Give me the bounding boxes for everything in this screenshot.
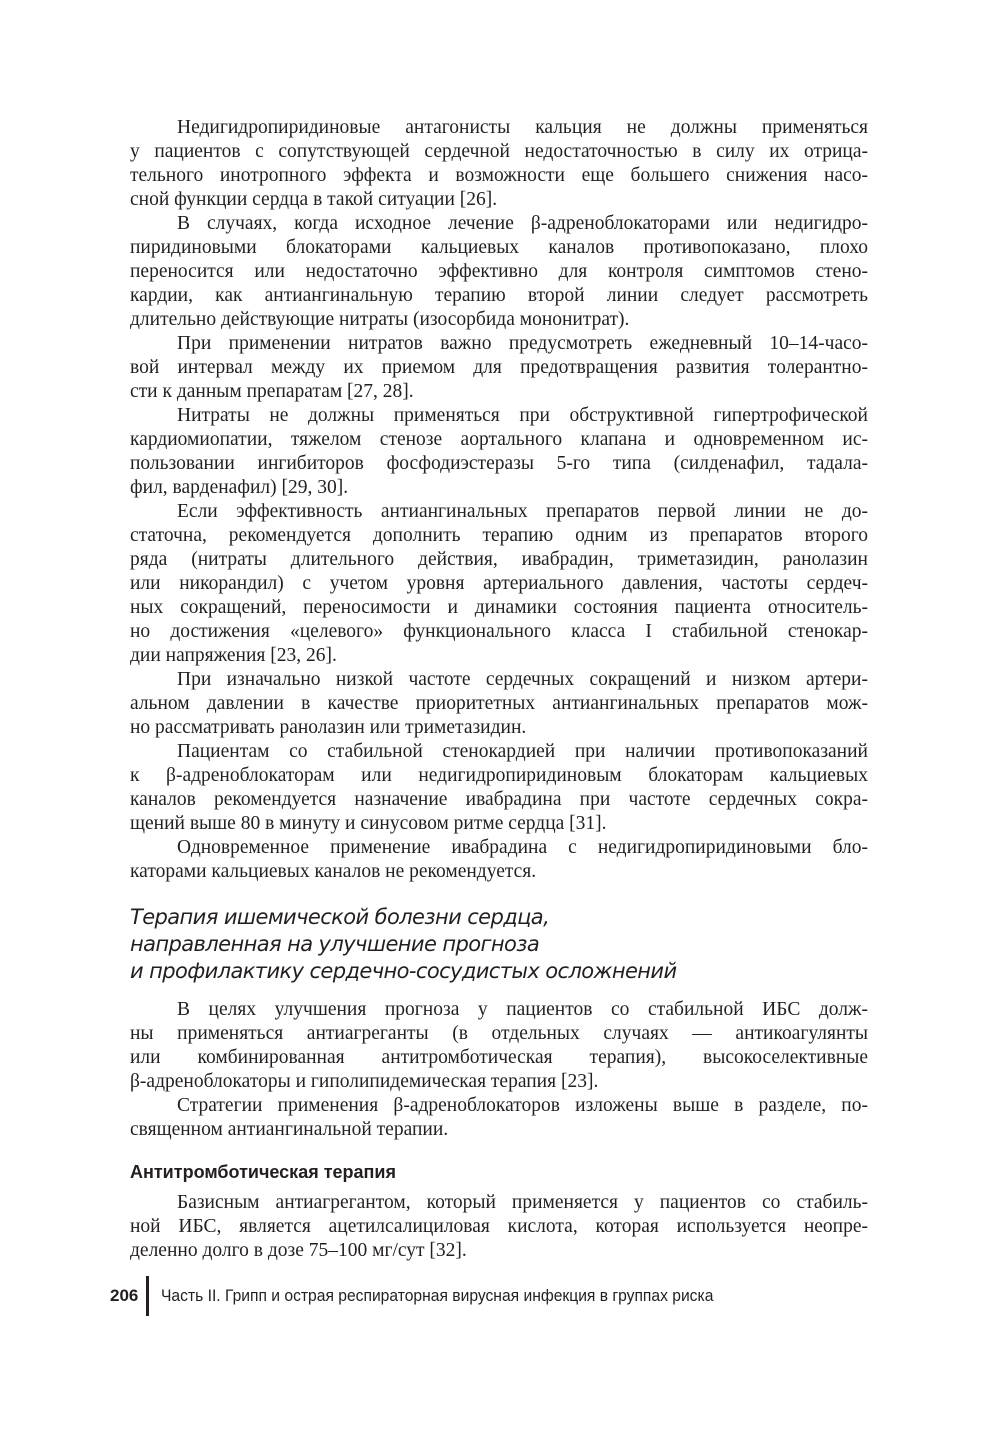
heading-line: направленная на улучшение прогноза [130, 932, 540, 956]
page-footer [110, 1276, 761, 1316]
text-line: Базисным антиагрегантом, который применяется у пациентов со стабиль- [177, 1192, 868, 1213]
text-line: ны применяться антиагреганты (в отдельных случаях — антикоагулянты [130, 1023, 868, 1044]
text-line: или никорандил) с учетом уровня артериального давления, частоты сердеч- [130, 573, 868, 594]
paragraph [130, 404, 868, 500]
text-line: щений выше 80 в минуту и синусовом ритме сердца [31]. [130, 813, 607, 834]
subsection-heading: Антитромботическая терапия [130, 1162, 396, 1182]
text-line: пиридиновыми блокаторами кальциевых каналов противопоказано, плохо [130, 237, 868, 258]
text-line: β-адреноблокаторы и гиполипидемическая терапия [23]. [130, 1071, 599, 1092]
running-title: Часть II. Грипп и острая респираторная вирусная инфекция в группах риска [161, 1286, 714, 1305]
text-line: кардии, как антиангинальную терапию второй линии следует рассмотреть [130, 285, 868, 306]
text-line: альном давлении в качестве приоритетных антиангинальных препаратов мож- [130, 693, 868, 714]
text-line: Нитраты не должны применяться при обструктивной гипертрофической [177, 405, 868, 426]
text-line: переносится или недостаточно эффективно для контроля симптомов стено- [130, 261, 868, 282]
page-number: 206 [110, 1286, 139, 1305]
paragraph [130, 668, 868, 740]
text-line: деленно долго в дозе 75–100 мг/сут [32]. [130, 1240, 467, 1261]
paragraph [130, 500, 868, 668]
text-line: к β-адреноблокаторам или недигидропиридиновым блокаторам кальциевых [130, 765, 868, 786]
text-line: священном антиангинальной терапии. [130, 1119, 449, 1140]
text-line: ной ИБС, является ацетилсалициловая кислота, которая используется неопре- [130, 1216, 868, 1237]
text-line: При применении нитратов важно предусмотреть ежедневный 10–14-часо- [177, 333, 868, 354]
text-line: но рассматривать ранолазин или триметазидин. [130, 717, 527, 738]
paragraph [130, 212, 868, 332]
text-line: фил, варденафил) [29, 30]. [130, 477, 349, 498]
section-3-body [130, 1191, 868, 1263]
text-line: дии напряжения [23, 26]. [130, 645, 337, 666]
text-line: но достижения «целевого» функционального класса I стабильной стенокар- [130, 621, 868, 642]
section-2-body [130, 998, 868, 1142]
text-line: В случаях, когда исходное лечение β-адреноблокаторами или недигидро- [177, 213, 868, 234]
section-heading [130, 904, 677, 985]
text-line: каналов рекомендуется назначение ивабрадина при частоте сердечных сокра- [130, 789, 868, 810]
text-line: у пациентов с сопутствующей сердечной недостаточностью в силу их отрица- [130, 141, 868, 162]
section-1-body [130, 116, 868, 884]
paragraph [130, 1191, 868, 1263]
text-line: В целях улучшения прогноза у пациентов со стабильной ИБС долж- [177, 999, 868, 1020]
text-line: или комбинированная антитромботическая терапия), высокоселективные [130, 1047, 868, 1068]
paragraph [130, 998, 868, 1094]
paragraph [130, 836, 868, 884]
paragraph [130, 116, 868, 212]
text-line: ных сокращений, переносимости и динамики состояния пациента относитель- [130, 597, 868, 618]
text-line: При изначально низкой частоте сердечных сокращений и низком артери- [177, 669, 868, 690]
text-line: Стратегии применения β-адреноблокаторов изложены выше в разделе, по- [177, 1095, 868, 1116]
text-line: Если эффективность антиангинальных препаратов первой линии не до- [177, 501, 868, 522]
text-line: статочна, рекомендуется дополнить терапию одним из препаратов второго [130, 525, 868, 546]
text-line: кардиомиопатии, тяжелом стенозе аортального клапана и одновременном ис- [130, 429, 868, 450]
heading-line: и профилактику сердечно-сосудистых осложнений [130, 959, 677, 983]
footer-divider [146, 1276, 149, 1316]
paragraph [130, 740, 868, 836]
text-line: каторами кальциевых каналов не рекомендуется. [130, 861, 537, 882]
text-line: Пациентам со стабильной стенокардией при наличии противопоказаний [177, 741, 868, 762]
text-line: Недигидропиридиновые антагонисты кальция не должны применяться [177, 117, 868, 138]
text-line: пользовании ингибиторов фосфодиэстеразы 5-го типа (силденафил, тадала- [130, 453, 868, 474]
text-line: сной функции сердца в такой ситуации [26]. [130, 189, 498, 210]
text-line: длительно действующие нитраты (изосорбида мононитрат). [130, 309, 630, 330]
paragraph [130, 332, 868, 404]
text-line: Одновременное применение ивабрадина с недигидропиридиновыми бло- [177, 837, 868, 858]
text-line: тельного инотропного эффекта и возможности еще большего снижения насо- [130, 165, 868, 186]
text-line: сти к данным препаратам [27, 28]. [130, 381, 414, 402]
paragraph [130, 1094, 868, 1142]
text-line: ряда (нитраты длительного действия, ивабрадин, триметазидин, ранолазин [130, 549, 868, 570]
heading-line: Терапия ишемической болезни сердца, [130, 905, 550, 929]
text-line: вой интервал между их приемом для предотвращения развития толерантно- [130, 357, 868, 378]
